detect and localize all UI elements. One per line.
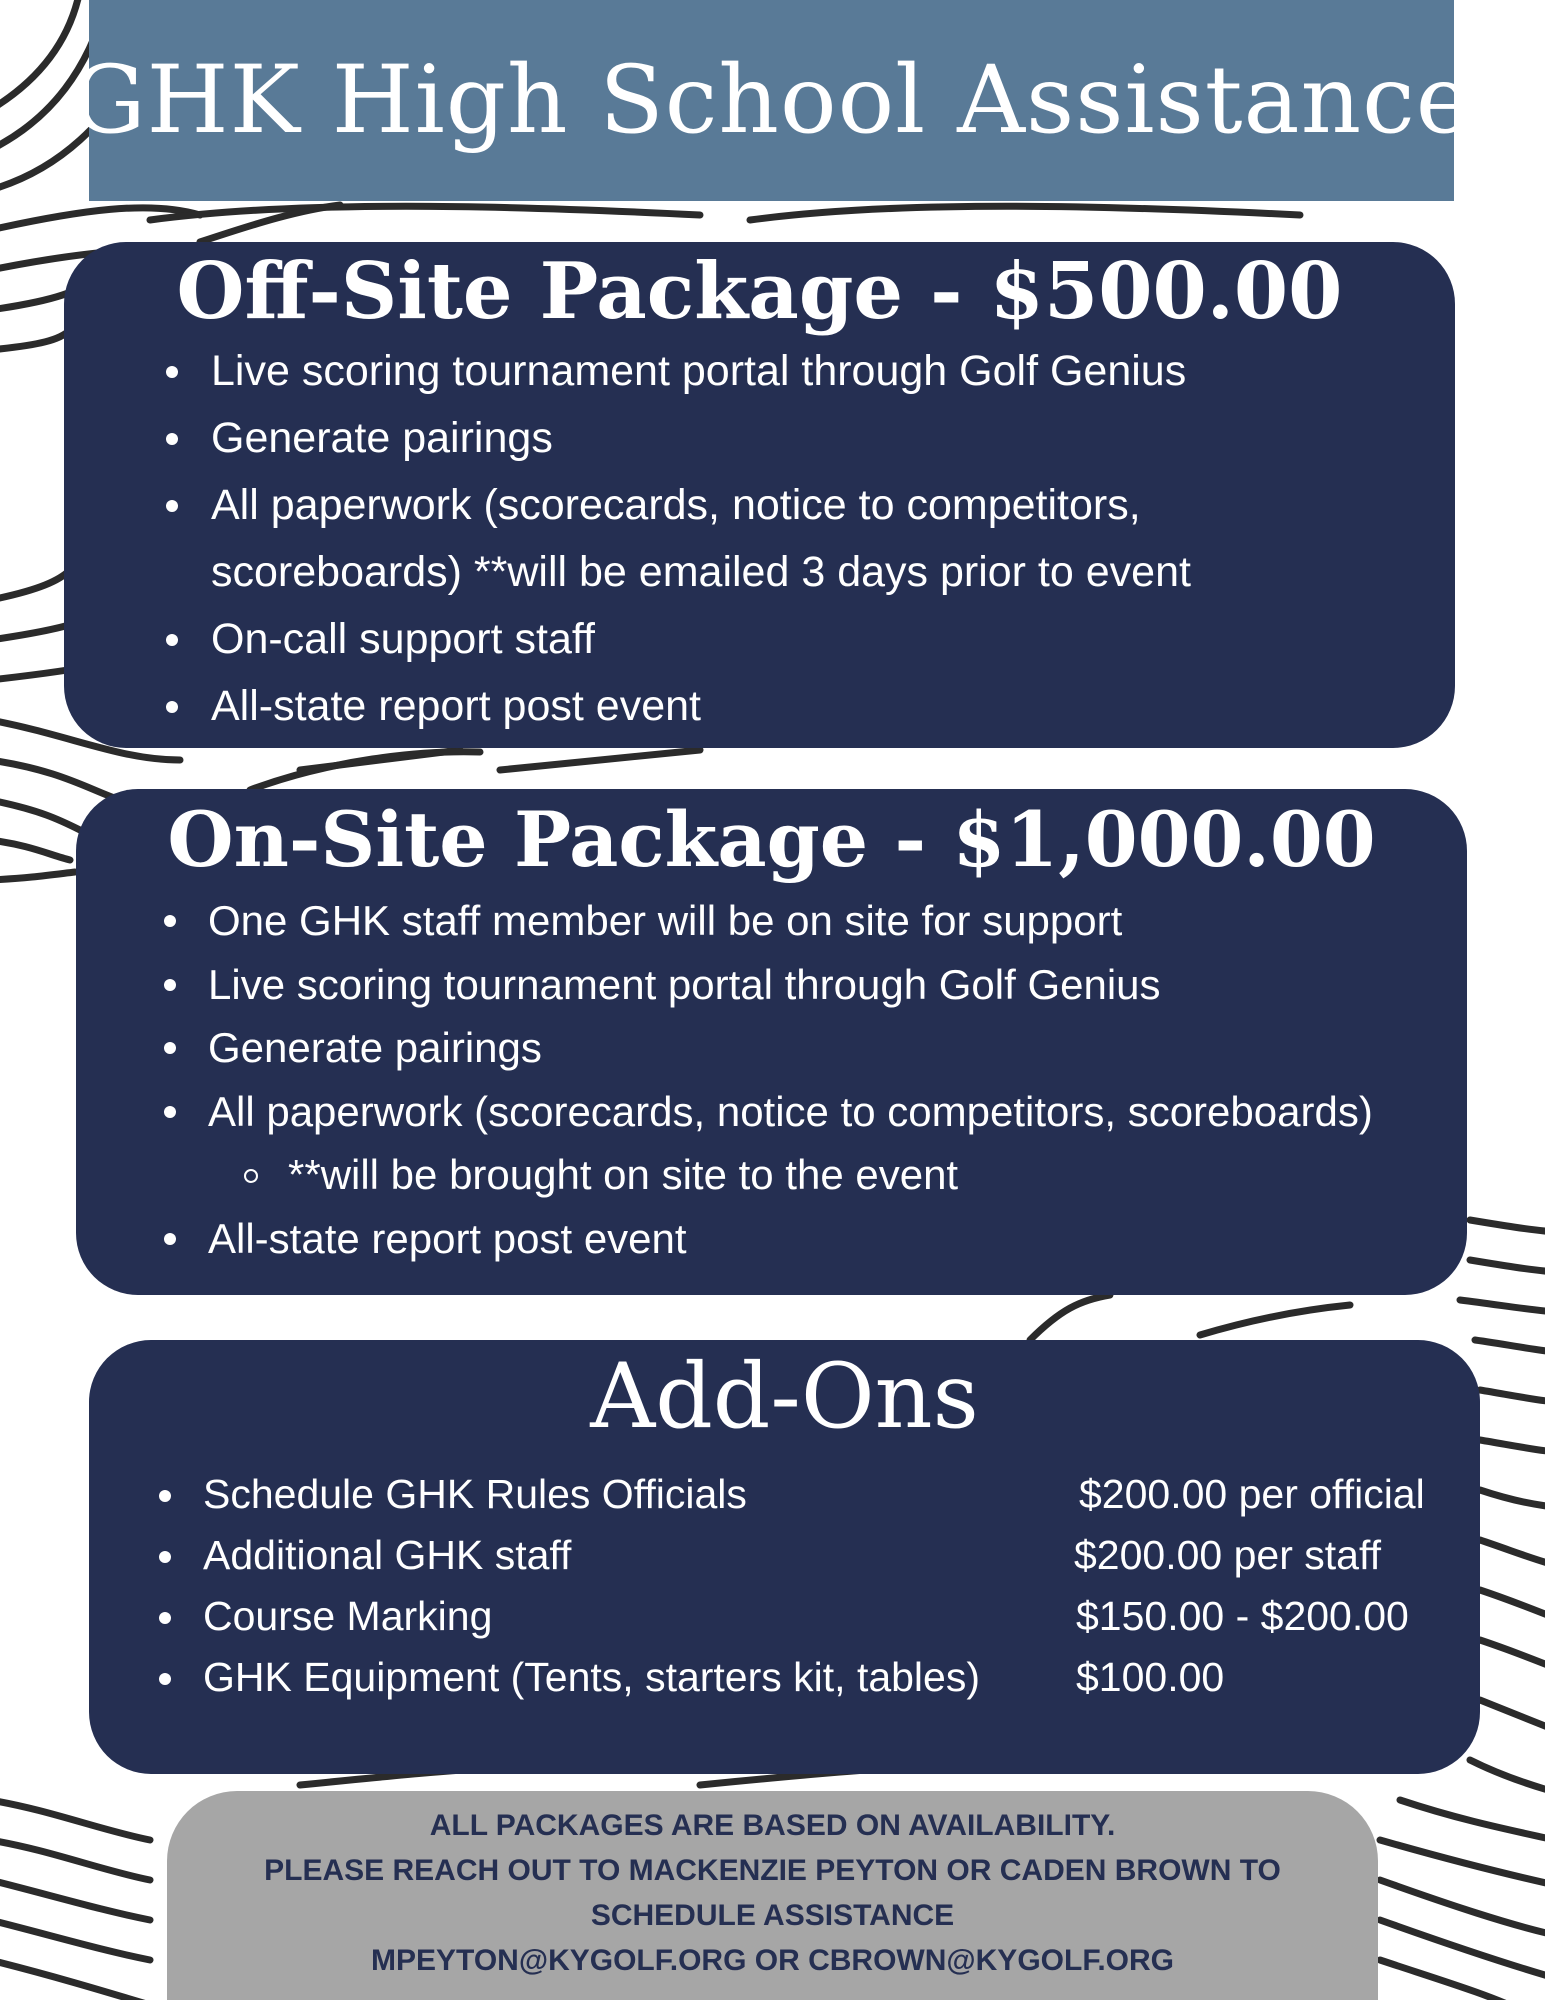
bullet-icon	[164, 979, 176, 991]
list-item-text: All paperwork (scorecards, notice to competitors, scoreboards)	[208, 1087, 1373, 1135]
addon-label: Additional GHK staff	[203, 1532, 572, 1578]
addons-panel	[89, 1340, 1480, 1774]
contact-emails: MPEYTON@KYGOLF.ORG OR CBROWN@KYGOLF.ORG	[371, 1944, 1174, 1977]
list-item	[211, 338, 1455, 405]
bullet-icon	[159, 1490, 171, 1502]
notice-line: PLEASE REACH OUT TO MACKENZIE PEYTON OR CADEN BROWN TO	[264, 1854, 1281, 1887]
bullet-icon	[166, 634, 178, 646]
notice-line: SCHEDULE ASSISTANCE	[590, 1899, 955, 1932]
list-item-text: **will be brought on site to the event	[288, 1151, 959, 1198]
offsite-package-list	[211, 338, 1455, 740]
addon-label: Course Marking	[203, 1593, 493, 1639]
addon-price: $200.00 per official	[1079, 1471, 1425, 1517]
addons-list	[203, 1464, 1480, 1708]
bullet-icon	[166, 500, 178, 512]
list-item	[208, 889, 1467, 953]
list-item-text: On-call support staff	[211, 615, 595, 663]
list-item-text: All-state report post event	[208, 1214, 687, 1262]
list-item-text: One GHK staff member will be on site for support	[208, 897, 1123, 944]
list-item-text: Live scoring tournament portal through Golf Genius	[211, 347, 1187, 395]
list-item-text: All paperwork (scorecards, notice to competitors, scoreboards) **will be emailed 3 days prior to event	[211, 481, 1191, 596]
onsite-package-heading: On-Site Package - $1,000.00	[167, 795, 1376, 884]
bullet-icon	[164, 1106, 176, 1118]
addon-item	[203, 1586, 1480, 1647]
page-title: GHK High School Assistance	[70, 46, 1473, 155]
addons-heading: Add-Ons	[590, 1344, 979, 1449]
list-item-text: Generate pairings	[211, 414, 553, 462]
onsite-package-panel	[76, 789, 1467, 1295]
list-item	[208, 953, 1467, 1017]
list-item	[208, 1016, 1467, 1080]
list-item	[211, 472, 1341, 606]
addon-item	[203, 1464, 1480, 1525]
list-item	[211, 405, 1455, 472]
bullet-icon	[164, 915, 176, 927]
addon-price: $150.00 - $200.00	[1076, 1593, 1409, 1639]
addon-price: $100.00	[1076, 1654, 1225, 1700]
hollow-bullet-icon	[244, 1169, 258, 1183]
list-item	[208, 1080, 1467, 1144]
addon-label: Schedule GHK Rules Officials	[203, 1471, 747, 1517]
notice-line: ALL PACKAGES ARE BASED ON AVAILABILITY.	[429, 1809, 1116, 1842]
title-banner	[70, 0, 1473, 201]
list-item	[208, 1207, 1467, 1271]
sub-list-item	[208, 1143, 1467, 1207]
addon-label: GHK Equipment (Tents, starters kit, tables)	[203, 1654, 980, 1700]
bullet-icon	[166, 433, 178, 445]
addon-price: $200.00 per staff	[1074, 1532, 1381, 1578]
list-item-text: All-state report post event	[211, 682, 701, 730]
offsite-package-panel	[64, 242, 1455, 748]
bullet-icon	[164, 1042, 176, 1054]
bullet-icon	[159, 1551, 171, 1563]
bullet-icon	[159, 1612, 171, 1624]
bullet-icon	[166, 366, 178, 378]
list-item	[211, 606, 1455, 673]
list-item-text: Generate pairings	[208, 1024, 542, 1071]
bullet-icon	[159, 1673, 171, 1685]
offsite-package-heading: Off-Site Package - $500.00	[176, 246, 1343, 337]
bullet-icon	[164, 1233, 176, 1245]
list-item-text: Live scoring tournament portal through Golf Genius	[208, 960, 1161, 1008]
addon-item	[203, 1647, 1480, 1708]
bullet-icon	[166, 701, 178, 713]
list-item	[211, 673, 1455, 740]
addon-item	[203, 1525, 1480, 1586]
onsite-package-list	[208, 889, 1467, 1270]
availability-notice	[167, 1791, 1378, 2000]
